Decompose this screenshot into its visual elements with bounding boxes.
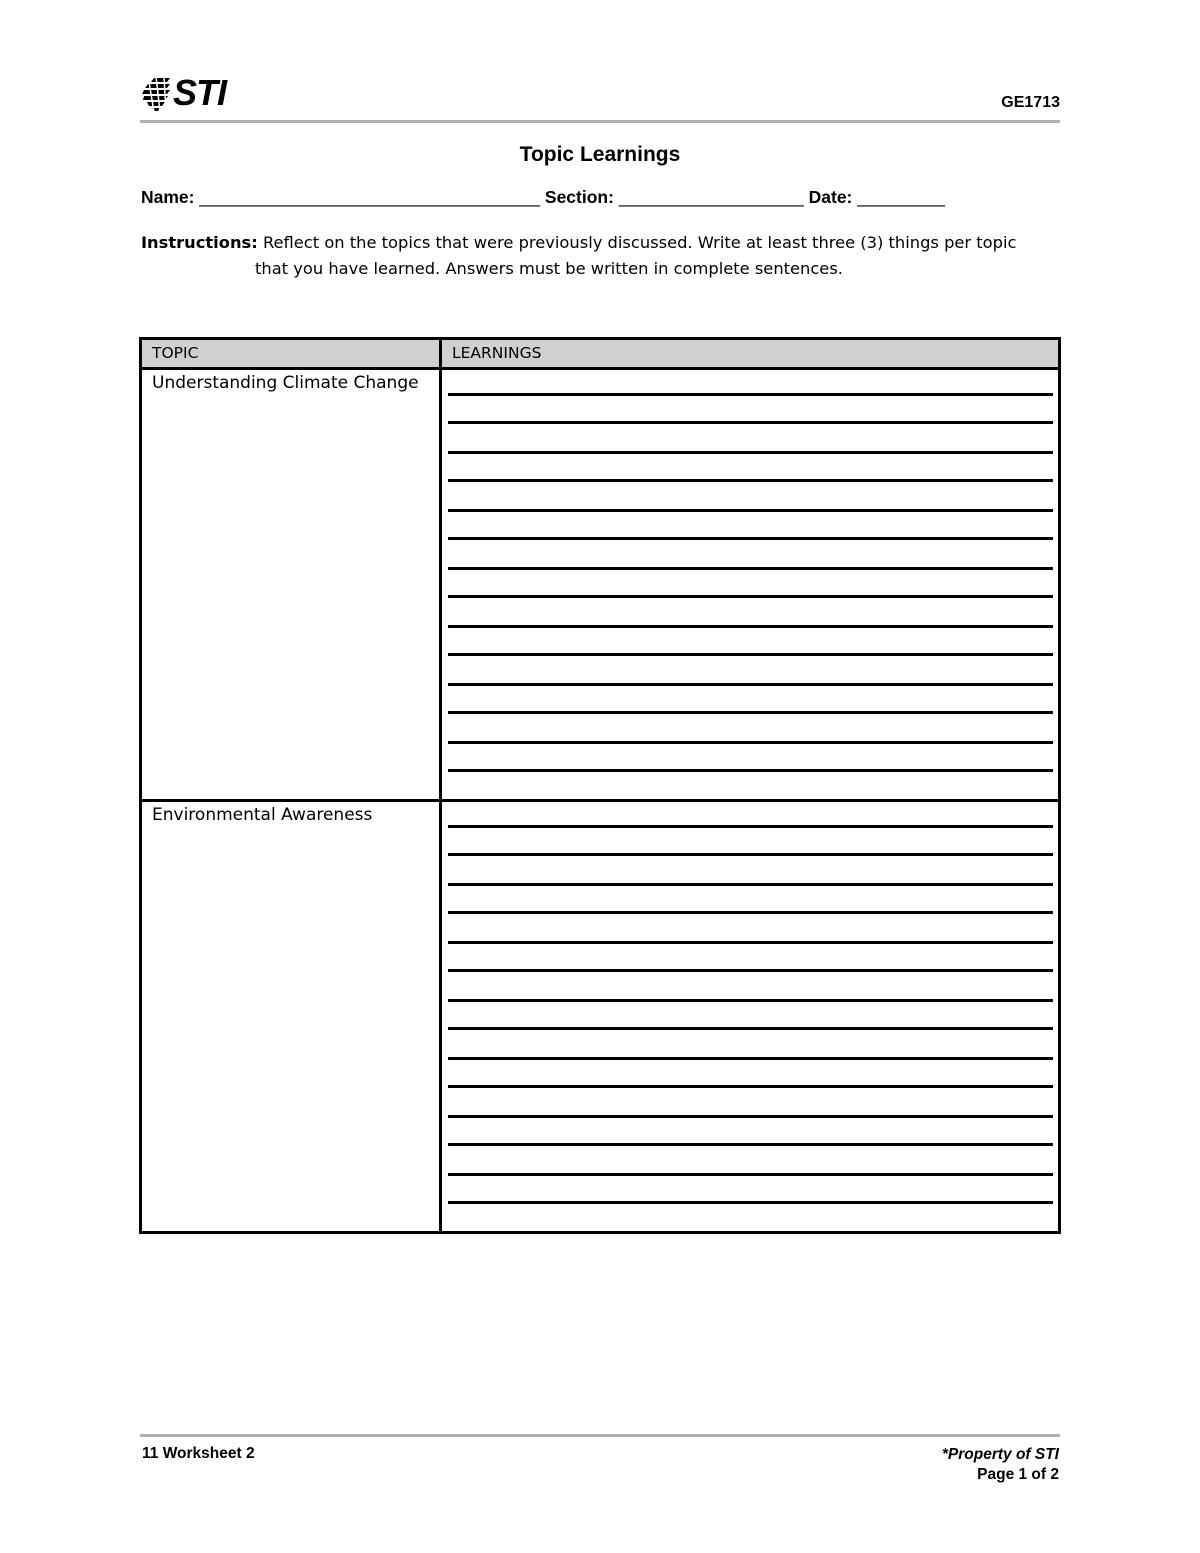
footer-divider [140,1434,1060,1437]
writing-line[interactable] [448,1085,1053,1088]
writing-line[interactable] [448,711,1053,714]
property-notice: *Property of STI [941,1446,1059,1463]
writing-line[interactable] [448,393,1053,396]
logo-wordmark: STI [173,72,227,113]
column-header-topic: TOPIC [141,339,441,369]
instructions-label: Instructions: [141,233,258,252]
instructions-text-line1: Reflect on the topics that were previously discussed. Write at least three (3) things per topic [262,233,1017,252]
writing-line[interactable] [448,595,1053,598]
writing-line[interactable] [448,1027,1053,1030]
globe-logo-icon [140,74,172,112]
learnings-answer-area[interactable] [441,801,1060,1233]
writing-line[interactable] [448,479,1053,482]
writing-line[interactable] [448,853,1053,856]
topic-cell: Understanding Climate Change [141,369,441,801]
sti-logo [140,74,226,112]
writing-line[interactable] [448,509,1053,512]
table-row [141,369,1060,801]
header-divider [140,120,1060,123]
page-title: Topic Learnings [519,143,681,166]
learnings-table [139,337,1061,1234]
writing-line[interactable] [448,1201,1053,1204]
writing-line[interactable] [448,1057,1053,1060]
page-number: Page 1 of 2 [977,1466,1059,1483]
page-header [140,74,1060,122]
name-label: Name: [141,187,195,207]
writing-line[interactable] [448,653,1053,656]
instructions-text-line2: that you have learned. Answers must be written in complete sentences. [255,259,843,278]
footer-worksheet-label: 11 Worksheet 2 [142,1445,255,1462]
writing-line[interactable] [448,941,1053,944]
student-info-fields [141,187,945,208]
writing-line[interactable] [448,999,1053,1002]
writing-line[interactable] [448,1143,1053,1146]
topic-cell: Environmental Awareness [141,801,441,1233]
writing-line[interactable] [448,625,1053,628]
table-header-row [141,339,1060,369]
writing-lines[interactable] [448,802,1053,1231]
name-field[interactable]: ___________________________________ [199,187,541,207]
date-field[interactable]: _________ [857,187,945,207]
writing-line[interactable] [448,451,1053,454]
column-header-learnings: LEARNINGS [441,339,1060,369]
footer-right [942,1445,1059,1485]
writing-line[interactable] [448,683,1053,686]
writing-line[interactable] [448,1173,1053,1176]
writing-line[interactable] [448,537,1053,540]
date-label: Date: [808,187,853,207]
section-label: Section: [544,187,614,207]
writing-line[interactable] [448,741,1053,744]
writing-line[interactable] [448,883,1053,886]
document-code: GE1713 [1001,94,1060,111]
writing-line[interactable] [448,969,1053,972]
writing-line[interactable] [448,567,1053,570]
writing-line[interactable] [448,769,1053,772]
section-field[interactable]: ___________________ [618,187,804,207]
table-row [141,801,1060,1233]
writing-line[interactable] [448,911,1053,914]
writing-lines[interactable] [448,370,1053,799]
writing-line[interactable] [448,1115,1053,1118]
learnings-answer-area[interactable] [441,369,1060,801]
instructions [141,230,1066,282]
writing-line[interactable] [448,825,1053,828]
writing-line[interactable] [448,421,1053,424]
